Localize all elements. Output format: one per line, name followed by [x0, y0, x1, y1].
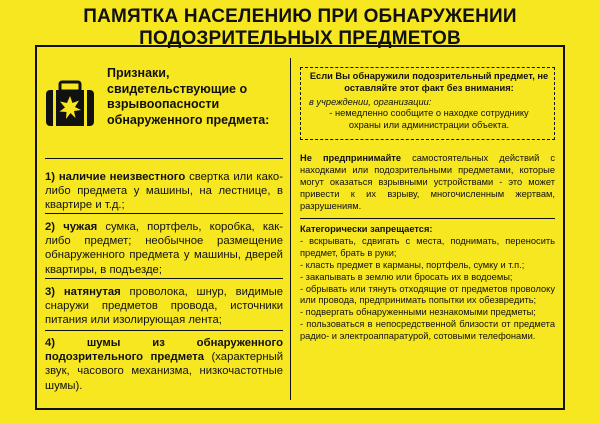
title-line-2: ПОДОЗРИТЕЛЬНЫХ ПРЕДМЕТОВ [139, 28, 461, 49]
prohibited-section [300, 224, 555, 343]
signs-header [45, 66, 283, 146]
prohibited-title: Категорически запрещается: [300, 224, 433, 234]
sign-item-2-bold: 2) чужая [45, 221, 98, 233]
signs-title: Признаки, свидетельствующие о взрывоопасности обнаруженного предмета: [107, 66, 270, 127]
notice-context: в учреждении, организации: [309, 96, 432, 107]
sign-item-4-text: (характерный звук, часового механизма, низкочастотные шумы). [45, 351, 284, 392]
warning-bold: Не предпринимайте [300, 153, 402, 163]
divider [45, 330, 283, 331]
prohibited-item: - обрывать или тянуть отходящие от предметов проволоку или провода, предпринимать попытки их обезвредить; [300, 283, 555, 306]
divider [300, 218, 555, 219]
prohibited-item: - пользоваться в непосредственной близости от предмета радио- и электроаппаратурой, сотовыми телефонами. [300, 319, 555, 342]
sign-item-1 [45, 170, 283, 213]
sign-item-4-bold: 4) шумы из обнаруженного подозрительного предмета [45, 337, 283, 364]
sign-item-1-bold: 1) наличие неизвестного [45, 171, 186, 183]
page-title [0, 6, 600, 50]
title-line-1: ПАМЯТКА НАСЕЛЕНИЮ ПРИ ОБНАРУЖЕНИИ [83, 6, 517, 27]
warning-rest: самостоятельных действий с находками или подозрительными предметами, которые могут оказаться взрывными устройствами - это может привести к их взрыву, многочисленным жертвам, разрушениям. [300, 153, 555, 211]
prohibited-item: - закапывать в землю или бросать их в водоемы; [300, 271, 513, 282]
suitcase-explosion-icon [45, 80, 95, 128]
notice-box [300, 67, 555, 140]
divider [45, 213, 283, 214]
sign-item-3 [45, 285, 283, 328]
sign-item-3-bold: 3) натянутая [45, 286, 121, 298]
warning-text [300, 153, 555, 213]
notice-action: - немедленно сообщите о находке сотруднику охраны или администрации объекта. [329, 108, 529, 131]
sign-item-4 [45, 336, 283, 393]
prohibited-item: - вскрывать, сдвигать с места, поднимать, переносить предмет, брать в руки; [300, 235, 555, 258]
sign-item-1-text: свертка или како-либо предмета у машины, на лестнице, в квартире и т.д.; [45, 171, 283, 212]
divider [45, 158, 283, 159]
prohibited-item: - подвергать обнаруженными незнакомыми предметы; [300, 307, 536, 318]
notice-heading: Если Вы обнаружили подозрительный предмет, не оставляйте этот факт без внимания: [309, 71, 549, 93]
prohibited-item: - класть предмет в карманы, портфель, сумку и т.п.; [300, 259, 525, 270]
divider [45, 278, 283, 279]
sign-item-2-text: сумка, портфель, коробка, как-либо предмет; необычное размещение обнаруженного предмета у машины, дверей квартиры, в подъезде; [45, 221, 284, 276]
column-divider [290, 58, 291, 400]
sign-item-3-text: проволока, шнур, видимые снаружи предметов провода, источники питания или изолирующая лента; [45, 286, 283, 327]
sign-item-2 [45, 220, 283, 277]
